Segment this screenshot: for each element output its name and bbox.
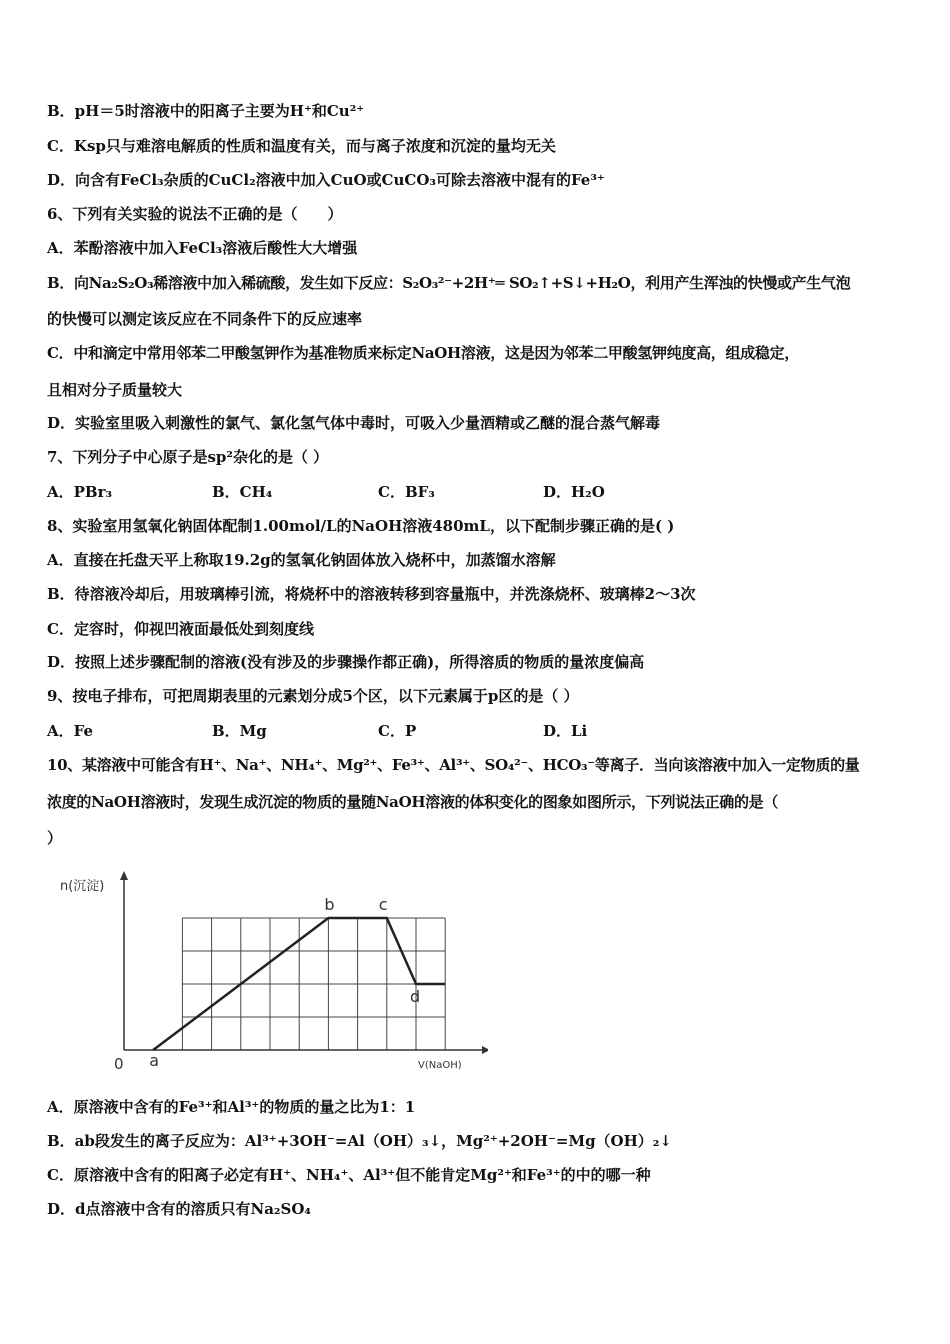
q10-option-d: D．d点溶液中含有的溶质只有Na₂SO₄ <box>47 1200 311 1218</box>
point-label-c: c <box>378 895 388 914</box>
q5-option-c: C．Ksp只与难溶电解质的性质和温度有关，而与离子浓度和沉淀的量均无关 <box>47 137 556 155</box>
q9-option-a: A．Fe <box>47 722 94 740</box>
y-axis-label: n(沉淀) <box>60 879 105 894</box>
q7-option-d: D．H₂O <box>543 483 605 501</box>
q9-option-c: C．P <box>378 722 417 740</box>
q7-option-c: C．BF₃ <box>378 483 435 501</box>
q10-option-a: A．原溶液中含有的Fe³⁺和Al³⁺的物质的量之比为1：1 <box>47 1098 416 1116</box>
point-label-d: d <box>410 987 421 1006</box>
q6-option-d: D．实验室里吸入刺激性的氯气、氯化氢气体中毒时，可吸入少量酒精或乙醚的混合蒸气解毒 <box>47 414 661 432</box>
q8-option-a: A．直接在托盘天平上称取19.2g的氢氧化钠固体放入烧杯中，加蒸馏水溶解 <box>47 551 556 569</box>
q8-option-c: C．定容时，仰视凹液面最低处到刻度线 <box>47 620 314 638</box>
q8-option-b: B．待溶液冷却后，用玻璃棒引流，将烧杯中的溶液转移到容量瓶中，并洗涤烧杯、玻璃棒2～3次 <box>47 585 696 603</box>
q6-option-a: A．苯酚溶液中加入FeCl₃溶液后酸性大大增强 <box>47 239 358 257</box>
q10-option-b: B．ab段发生的离子反应为：Al³⁺+3OH⁻=Al（OH）₃↓，Mg²⁺+2OH⁻=Mg（OH）₂↓ <box>47 1132 672 1150</box>
q6-option-c-line2: 且相对分子质量较大 <box>47 381 183 399</box>
q6-option-b-line2: 的快慢可以测定该反应在不同条件下的反应速率 <box>47 310 363 328</box>
graph-grid <box>182 918 445 1050</box>
q6-option-b-line1: B．向Na₂S₂O₃稀溶液中加入稀硫酸，发生如下反应：S₂O₃²⁻+2H⁺═ SO₂↑+S↓+H₂O，利用产生浑浊的快慢或产生气泡 <box>47 274 851 292</box>
q5-option-d: D．向含有FeCl₃杂质的CuCl₂溶液中加入CuO或CuCO₃可除去溶液中混有的Fe³⁺ <box>47 171 605 189</box>
q8-option-d: D．按照上述步骤配制的溶液(没有涉及的步骤操作都正确)，所得溶质的物质的量浓度偏高 <box>47 653 645 671</box>
point-labels <box>149 895 420 1070</box>
origin-label: 0 <box>114 1055 124 1073</box>
point-label-a: a <box>149 1051 160 1070</box>
q5-option-b: B．pH＝5时溶液中的阳离子主要为H⁺和Cu²⁺ <box>47 102 365 120</box>
q7-stem: 7、下列分子中心原子是sp²杂化的是（ ） <box>47 448 329 466</box>
q7-option-b: B．CH₄ <box>212 483 273 501</box>
y-axis-arrow-icon <box>120 871 128 880</box>
q10-stem-line1: 10、某溶液中可能含有H⁺、Na⁺、NH₄⁺、Mg²⁺、Fe³⁺、Al³⁺、SO₄²⁻、HCO₃⁻等离子．当向该溶液中加入一定物质的量 <box>47 756 860 774</box>
point-label-b: b <box>324 895 335 914</box>
x-axis-arrow-icon <box>482 1046 488 1054</box>
q8-stem: 8、实验室用氢氧化钠固体配制1.00mol/L的NaOH溶液480mL，以下配制步骤正确的是( ) <box>47 517 675 535</box>
x-axis-label: V(NaOH) <box>418 1060 462 1071</box>
q9-stem: 9、按电子排布，可把周期表里的元素划分成5个区，以下元素属于p区的是（ ） <box>47 687 579 705</box>
q10-stem-line3: ） <box>47 829 63 847</box>
q7-option-a: A．PBr₃ <box>47 483 113 501</box>
q10-stem-line2: 浓度的NaOH溶液时，发现生成沉淀的物质的量随NaOH溶液的体积变化的图象如图所示，下列说法正确的是（ <box>47 793 779 811</box>
q6-option-c-line1: C．中和滴定中常用邻苯二甲酸氢钾作为基准物质来标定NaOH溶液，这是因为邻苯二甲酸氢钾纯度高，组成稳定， <box>47 344 800 362</box>
q6-stem: 6、下列有关实验的说法不正确的是（ ） <box>47 205 343 223</box>
q9-option-d: D．Li <box>543 722 588 740</box>
q10-option-c: C．原溶液中含有的阳离子必定有H⁺、NH₄⁺、Al³⁺但不能肯定Mg²⁺和Fe³⁺的中的哪一种 <box>47 1166 651 1184</box>
precipitate-graph <box>58 868 488 1080</box>
q9-option-b: B．Mg <box>212 722 267 740</box>
